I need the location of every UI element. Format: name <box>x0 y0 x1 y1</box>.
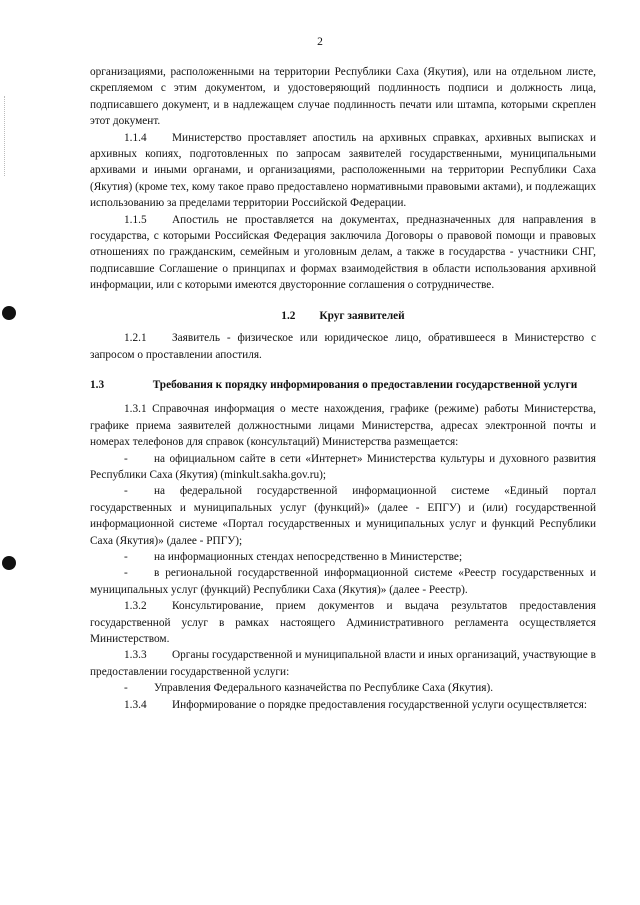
section-title: Требования к порядку информирования о предоставлении государственной услуги <box>152 378 578 391</box>
dash-bullet: - <box>124 485 128 498</box>
list-item-text: Управления Федерального казначейства по Республике Саха (Якутия). <box>154 682 494 695</box>
margin-mark <box>4 96 6 176</box>
paragraph-1-3-3 <box>90 647 596 680</box>
paragraph-text: Заявитель - физическое или юридическое лицо, обратившееся в Министерство с запросом о проставлении апостиля. <box>90 332 596 361</box>
list-item-text: в региональной государственной информационной системе «Реестр государственных и муниципальных услуг (функций) Республики Саха (Якутия)» (далее - Реестр). <box>90 567 596 596</box>
list-item <box>90 451 596 484</box>
list-item <box>90 565 596 598</box>
page-number: 2 <box>317 36 323 48</box>
dash-bullet: - <box>124 452 128 465</box>
paragraph-1-3-4 <box>90 697 596 713</box>
list-item <box>90 483 596 549</box>
dash-bullet: - <box>124 550 128 563</box>
document-body <box>90 64 596 713</box>
paragraph-text: Информирование о порядке предоставления государственной услуги осуществляется: <box>172 698 587 711</box>
list-item <box>90 549 596 565</box>
section-title: Круг заявителей <box>319 309 405 322</box>
paragraph-text: Органы государственной и муниципальной власти и иных организаций, участвующие в предоставлении государственной услуги: <box>90 649 596 678</box>
dash-bullet: - <box>124 567 128 580</box>
paragraph-text: Апостиль не проставляется на документах, предназначенных для направления в государства, с которыми Российская Федерация заключила Договоры о правовой помощи и правовых отношениях по гражданским, семейным и уголовным делам, а также в государства - участники СНГ, подписавшие Соглашение о принципах и формах взаимодействия в области использования архивной информации, или с которыми имеются двусторонние соглашения о сотрудничестве. <box>90 213 596 292</box>
clause-number: 1.3.3 <box>124 649 147 662</box>
list-item <box>90 680 596 696</box>
paragraph-1-1-5 <box>90 212 596 294</box>
paragraph: организациями, расположенными на территории Республики Саха (Якутия), или на отдельном листе, скрепляемом с этим документом, и удостоверяющий подлинность подписи и должность лица, подписавшего документ, и в надлежащем случае подлинность печати или штампа, которыми скреплен этот документ. <box>90 66 596 128</box>
list-item-text: на информационных стендах непосредственно в Министерстве; <box>154 550 463 563</box>
list-item-text: на федеральной государственной информационной системе «Единый портал государственных и муниципальных услуг (функций)» (далее - ЕПГУ) и (или) государственной информационной системе «Портал государственных и муниципальных услуг и функций Республики Саха (Якутия)» (далее - РПГУ); <box>90 485 596 547</box>
section-number: 1.2 <box>281 309 296 322</box>
clause-number: 1.2.1 <box>124 332 147 345</box>
paragraph-1-1-4 <box>90 130 596 212</box>
clause-number: 1.1.4 <box>124 131 147 144</box>
punch-hole <box>2 306 16 320</box>
clause-number: 1.3.4 <box>124 698 147 711</box>
dash-bullet: - <box>124 682 128 695</box>
section-heading-1-2 <box>90 308 596 324</box>
list-item-text: на официальном сайте в сети «Интернет» Министерства культуры и духовного развития Республики Саха (Якутия) (minkult.sakha.gov.ru); <box>90 452 596 481</box>
clause-number: 1.1.5 <box>124 213 147 226</box>
punch-hole <box>2 556 16 570</box>
paragraph-text: Министерство проставляет апостиль на архивных справках, архивных выписках и архивных копиях, подготовленных по запросам заявителей государственными, муниципальными архивами и иными органами, и организациями, расположенными на территории Республики Саха (Якутия) (кроме тех, кому такое право предоставлено нормативными правовыми актами), и подлежащих использованию за пределами территории Российской Федерации. <box>90 131 596 210</box>
section-heading-1-3 <box>90 377 596 393</box>
paragraph-1-2-1 <box>90 330 596 363</box>
clause-number: 1.3.2 <box>124 600 147 613</box>
paragraph-1-3-2 <box>90 598 596 647</box>
paragraph-text: Консультирование, прием документов и выдача результатов предоставления государственной услуг в рамках настоящего Административного регламента осуществляется Министерством. <box>90 600 596 645</box>
paragraph-1-3-1: 1.3.1 Справочная информация о месте нахождения, графике (режиме) работы Министерства, графике приема заявителей должностными лицами Министерства, адресах электронной почты и номерах телефонов для справок (консультаций) Министерства размещается: <box>90 403 596 449</box>
section-number: 1.3 <box>90 378 105 391</box>
